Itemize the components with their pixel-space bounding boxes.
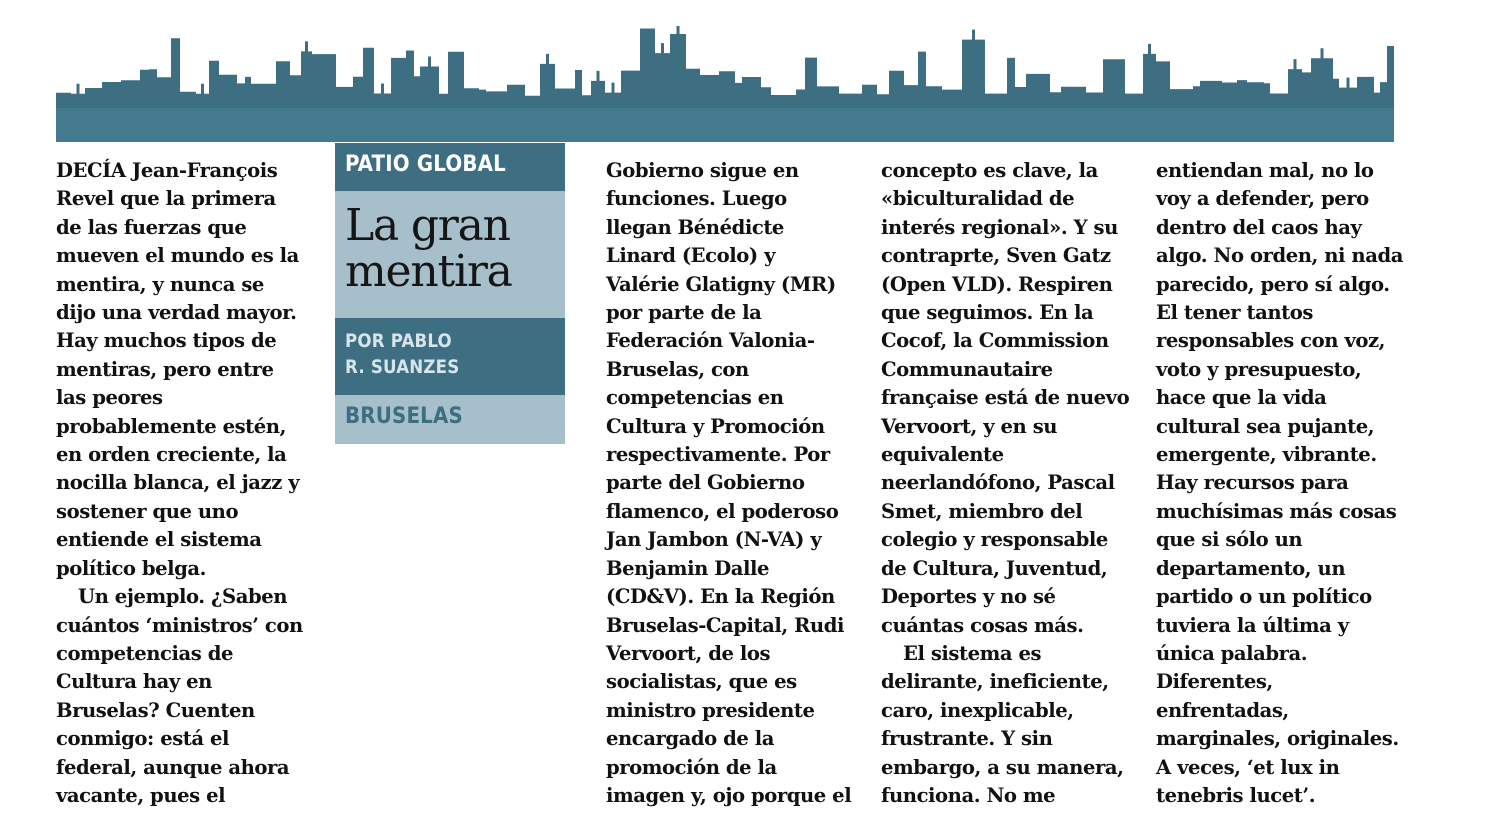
- article-paragraph: El sistema es delirante, ineficiente, caro, inexplicable, frustrante. Y sin embargo, a su manera, funciona. No me: [881, 641, 1124, 807]
- dateline-location: BRUSELAS: [335, 395, 565, 444]
- byline-line: POR PABLO: [345, 331, 452, 352]
- byline-line: R. SUANZES: [345, 357, 460, 378]
- skyline-silhouette: [56, 26, 1394, 110]
- article-paragraph: concepto es clave, la «biculturalidad de interés regional». Y su contraprte, Sven Gatz (Open VLD). Respiren que seguimos. En la Cocof, la Commission Communautaire française está de nuevo Vervoort, y en su equivalente neerlandófono, Pascal Smet, miembro del colegio y responsable de Cultura, Juventud, Deportes y no sé cuántas cosas más.: [881, 159, 1130, 637]
- article-column-1: [56, 157, 306, 810]
- section-label: PATIO GLOBAL: [335, 143, 565, 191]
- article-column-4: [881, 157, 1131, 810]
- article-paragraph: entiendan mal, no lo voy a defender, pero dentro del caos hay algo. No orden, ni nada parecido, pero sí algo. El tener tantos responsables con voz, voto y presupuesto, hace que la vida cultural sea pujante, emergente, vibrante. Hay recursos para muchísimas más cosas que si sólo un departamento, un partido o un político tuviera la última y única palabra. Diferentes, enfrentadas, marginales, originales. A veces, ‘et lux in tenebris lucet’.: [1156, 159, 1403, 807]
- city-skyline-illustration: [56, 26, 1394, 142]
- headline-box: [335, 191, 565, 318]
- article-column-3: [606, 157, 856, 810]
- article-paragraph: Gobierno sigue en funciones. Luego llegan Bénédicte Linard (Ecolo) y Valérie Glatigny (MR) por parte de la Federación Valonia- Bruselas, con competencias en Cultura y Promoción respectivamente. Por parte del Gobierno flamenco, el poderoso Jan Jambon (N-VA) y Benjamin Dalle (CD&V). En la Región Bruselas-Capital, Rudi Vervoort, de los socialistas, que es ministro presidente encargado de la promoción de la imagen y, ojo porque el: [606, 159, 852, 807]
- byline-box: [335, 318, 565, 395]
- skyline-base-band: [56, 108, 1394, 142]
- section-header-box: [335, 143, 565, 444]
- article-headline: La gran mentira: [345, 200, 512, 297]
- article-column-5: [1156, 157, 1406, 810]
- article-paragraph: DECÍA Jean-François Revel que la primera de las fuerzas que mueven el mundo es la mentira, y nunca se dijo una verdad mayor. Hay muchos tipos de mentiras, pero entre las peores probablemente estén, en orden creciente, la nocilla blanca, el jazz y sostener que uno entiende el sistema político belga.: [56, 159, 300, 580]
- article-paragraph: Un ejemplo. ¿Saben cuántos ‘ministros’ con competencias de Cultura hay en Bruselas? Cuenten conmigo: está el federal, aunque ahora vacante, pues el: [56, 585, 303, 807]
